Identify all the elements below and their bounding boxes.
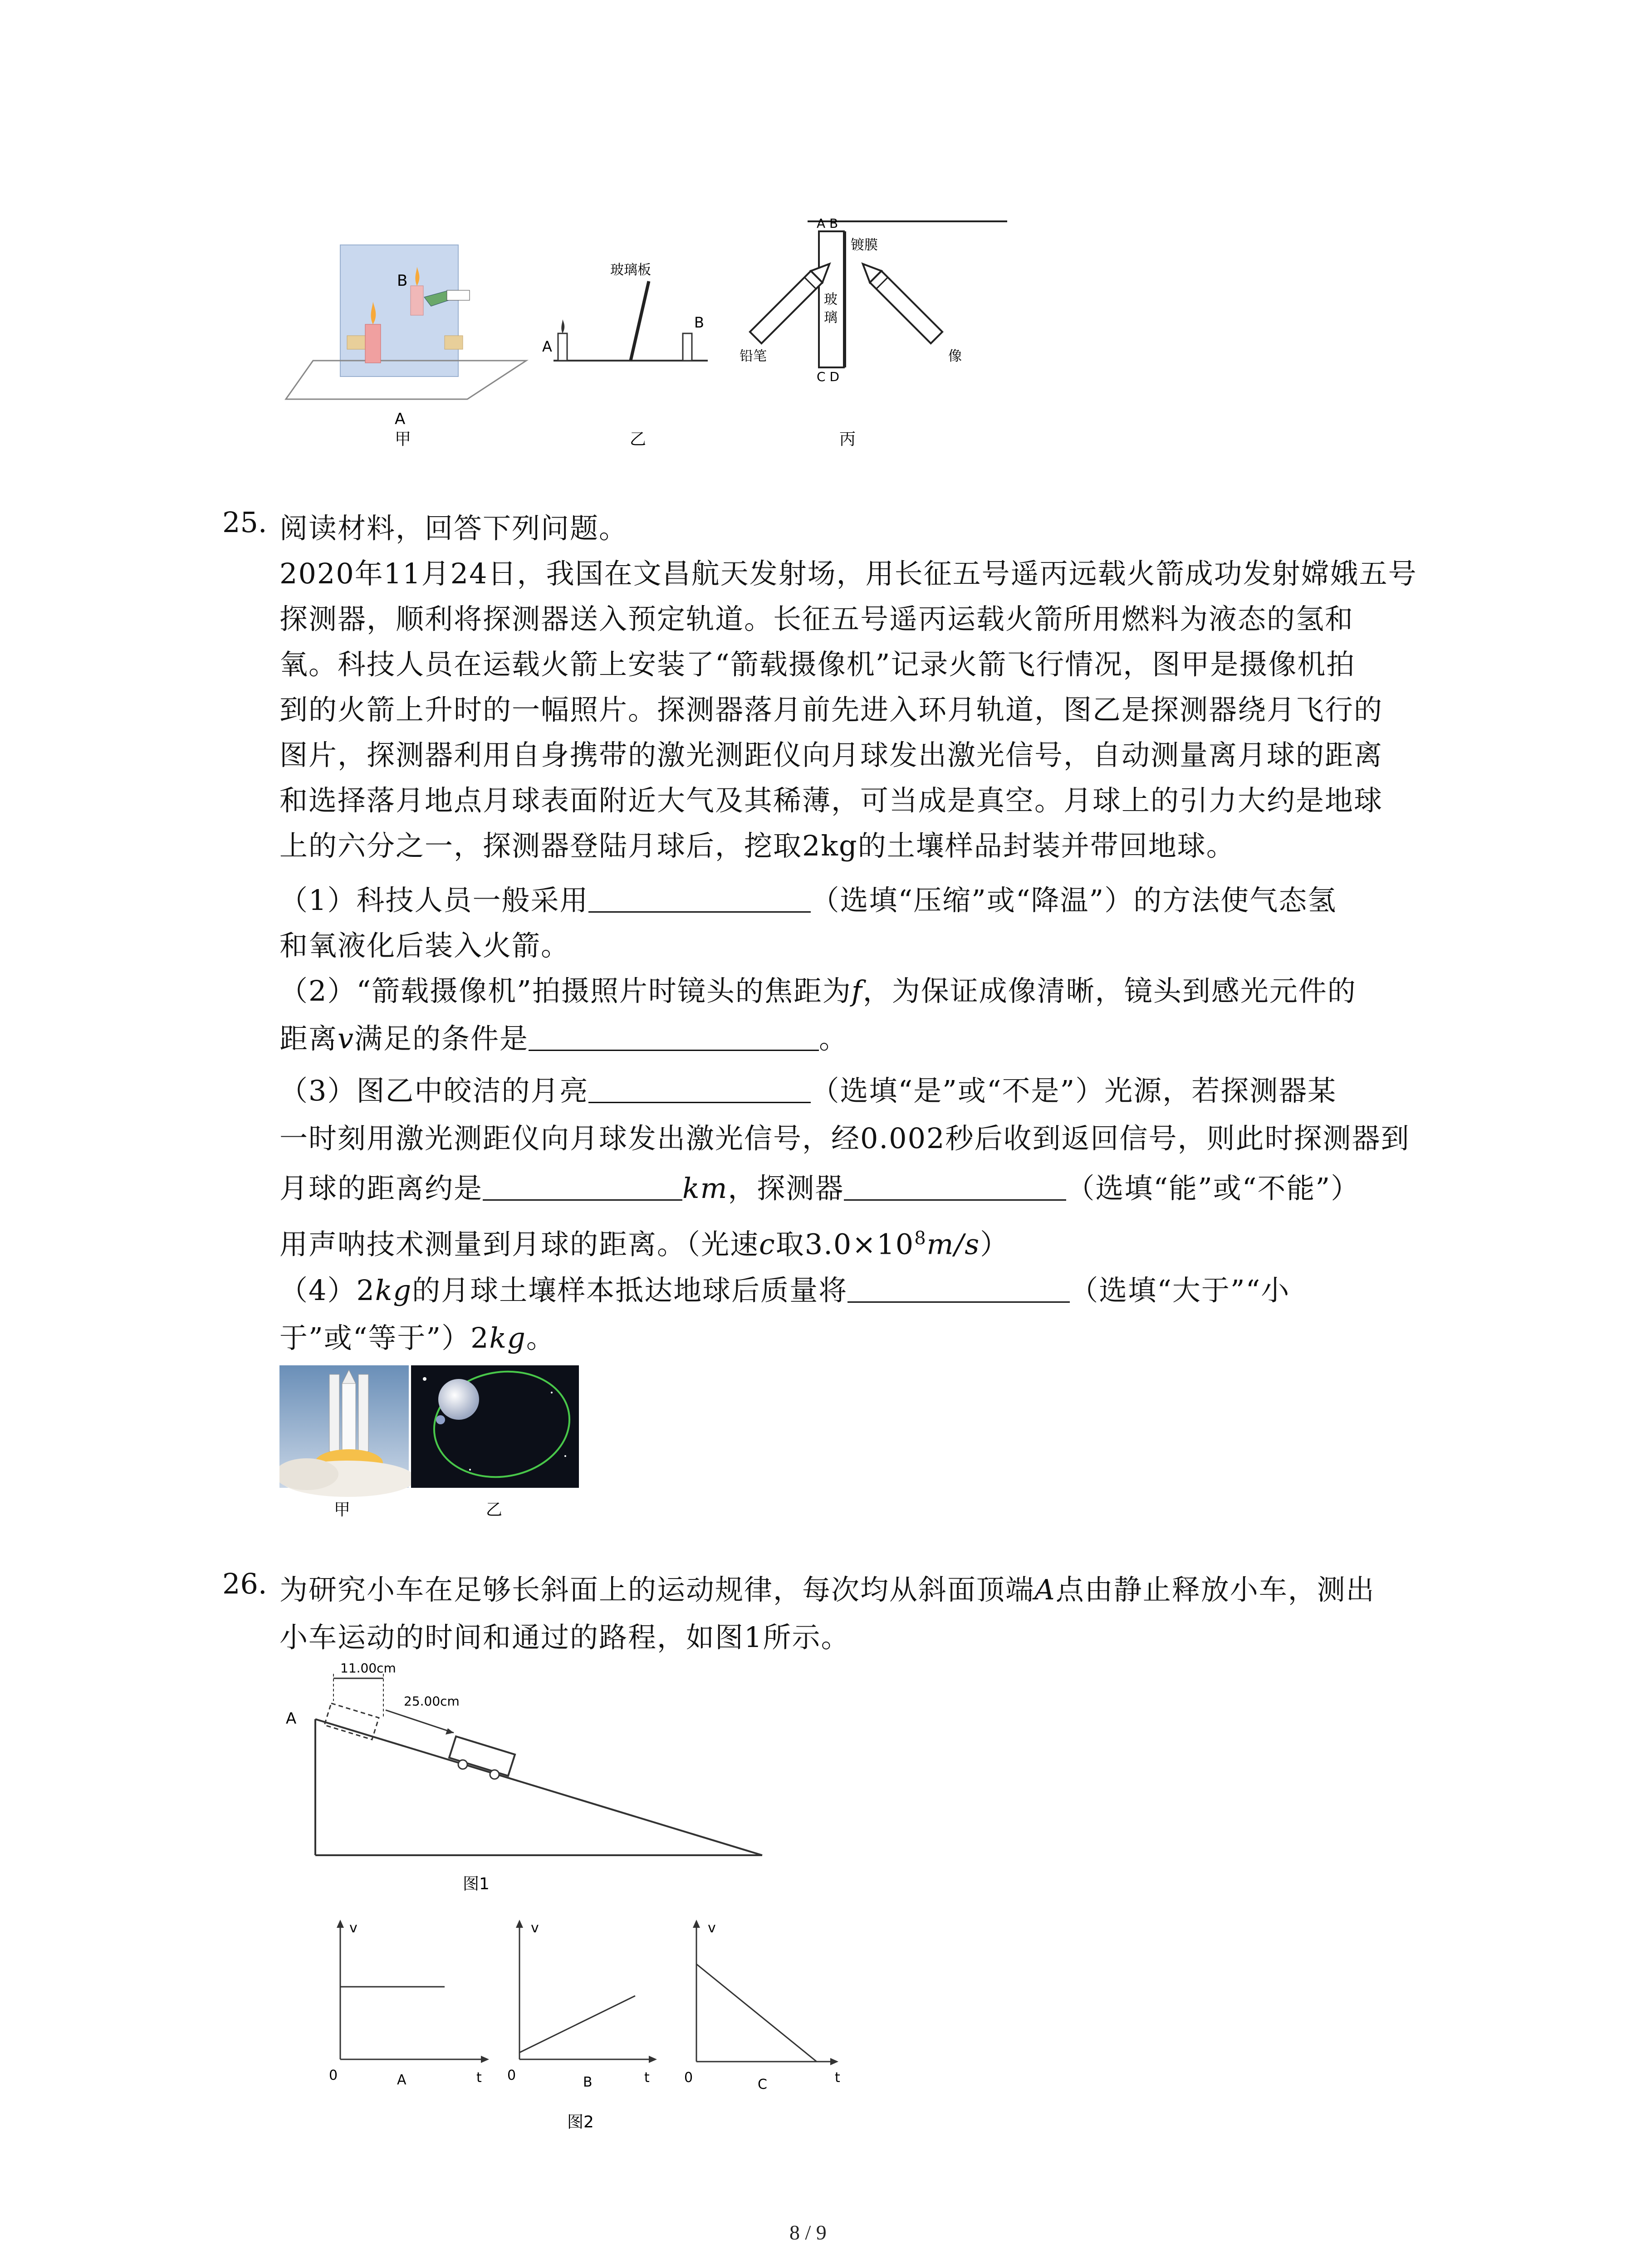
q25-material	[279, 551, 1417, 869]
q25-p4-text-e: 。	[526, 1321, 555, 1354]
q25-p3-blank-1[interactable]	[588, 1074, 811, 1103]
fig1-dim2: 25.00cm	[404, 1694, 460, 1709]
q25-p3-exp: 8	[914, 1228, 927, 1249]
q25-photos-drawing	[279, 1365, 579, 1520]
photo-yi-caption: 乙	[486, 1501, 503, 1519]
vt-graph-c	[693, 1920, 838, 2065]
q25-number: 25.	[222, 506, 267, 539]
q25-p3-text-d: 月球的距离约是	[279, 1172, 483, 1205]
q25-part3-line3	[279, 1166, 1360, 1211]
fig1-dim1: 11.00cm	[340, 1661, 396, 1676]
q25-p2-blank[interactable]	[529, 1022, 819, 1051]
q26-figure1	[272, 1660, 817, 1905]
bing-glass-1: 玻	[824, 292, 838, 308]
vt-graph-b	[516, 1920, 657, 2063]
q25-p1-text-c: 和氧液化后装入火箭。	[279, 929, 570, 962]
q26-figure1-drawing	[272, 1660, 817, 1905]
q25-part3-line4	[279, 1216, 1009, 1267]
q25-p2-text-c: 距离	[279, 1022, 338, 1055]
yi-glass-label: 玻璃板	[610, 262, 651, 278]
q25-p3-blank-2[interactable]	[483, 1171, 682, 1201]
q26-line1	[279, 1567, 1375, 1613]
yi-caption: 乙	[630, 430, 647, 449]
q26-line1-b: 点由静止释放小车，测出	[1055, 1573, 1375, 1606]
q25-title: 阅读材料，回答下列问题。	[279, 512, 628, 545]
q25-part4-line1	[279, 1268, 1290, 1313]
graph-b-origin: 0	[507, 2068, 516, 2083]
q25-material-line-1: 2020年11月24日，我国在文昌航天发射场，用长征五号遥丙远载火箭成功发射嫦娥五号	[279, 557, 1417, 590]
q25-p2-text-e: 。	[819, 1022, 848, 1055]
q25-p2-text-d: 满足的条件是	[354, 1022, 529, 1055]
q25-p2-text-b: ，为保证成像清晰，镜头到感光元件的	[862, 974, 1357, 1007]
q25-part4-line2	[279, 1315, 555, 1361]
graph-c-origin: 0	[684, 2070, 693, 2086]
q26-figure2	[309, 1914, 876, 2168]
fig2-caption: 图2	[567, 2113, 594, 2131]
q25-part3-line1	[279, 1068, 1337, 1114]
figure-yi	[554, 281, 708, 361]
q26-line2: 小车运动的时间和通过的路程，如图1所示。	[279, 1621, 850, 1654]
jia-caption: 甲	[395, 430, 411, 449]
bing-label-ab: A B	[817, 216, 838, 231]
q25-p4-text-a: （4）2	[279, 1274, 375, 1307]
bing-label-cd: C D	[817, 369, 840, 384]
vt-graph-a	[337, 1920, 489, 2063]
q25-p2-v: v	[338, 1022, 355, 1055]
q26-number: 26.	[222, 1567, 267, 1600]
q25-p3-c-var: c	[759, 1227, 776, 1261]
q25-p4-text-d: 于”或“等于”）2	[279, 1321, 490, 1354]
q26-line1-a: 为研究小车在足够长斜面上的运动规律，每次均从斜面顶端	[279, 1573, 1035, 1606]
cart-dashed	[324, 1703, 379, 1740]
figure-bing	[750, 221, 1007, 367]
graph-b-label: B	[583, 2074, 593, 2090]
q25-material-line-7: 上的六分之一，探测器登陆月球后，挖取2kg的土壤样品封装并带回地球。	[279, 829, 1235, 862]
bing-image: 像	[948, 348, 962, 364]
incline	[315, 1719, 762, 1855]
q25-p4-blank[interactable]	[847, 1273, 1070, 1303]
q25-p3-text-b: （选填“是”或“不是”）光源，若探测器某	[811, 1074, 1337, 1107]
photo-moon-orbit	[411, 1365, 579, 1488]
graph-c-v: v	[708, 1920, 716, 1936]
figure-jia	[286, 245, 526, 399]
q25-p3-text-h: 取3.0×10	[775, 1227, 915, 1261]
q25-p1-blank[interactable]	[588, 883, 811, 913]
q25-material-line-3: 氧。科技人员在运载火箭上安装了“箭载摄像机”记录火箭飞行情况，图甲是摄像机拍	[279, 648, 1356, 681]
fig1-caption: 图1	[463, 1875, 490, 1893]
q25-p3-blank-3[interactable]	[844, 1171, 1066, 1201]
q25-material-line-4: 到的火箭上升时的一幅照片。探测器落月前先进入环月轨道，图乙是探测器绕月飞行的	[279, 693, 1383, 726]
graph-a-origin: 0	[329, 2068, 338, 2083]
q25-p3-text-a: （3）图乙中皎洁的月亮	[279, 1074, 589, 1107]
graph-c-t: t	[835, 2070, 840, 2086]
graph-b-t: t	[644, 2070, 650, 2086]
top-figure	[272, 209, 1043, 463]
yi-label-b: B	[694, 314, 704, 331]
q25-p4-text-c: （选填“大于”“小	[1070, 1274, 1290, 1307]
graph-b-v: v	[531, 1920, 539, 1936]
q25-p2-text-a: （2）“箭载摄像机”拍摄照片时镜头的焦距为	[279, 974, 852, 1007]
q25-material-line-6: 和选择落月地点月球表面附近大气及其稀薄，可当成是真空。月球上的引力大约是地球	[279, 784, 1383, 817]
graph-c-label: C	[758, 2077, 767, 2092]
page-number: 8 / 9	[789, 2221, 827, 2244]
cart	[449, 1736, 515, 1779]
q25-p3-text-c: 一时刻用激光测距仪向月球发出激光信号，经0.002秒后收到返回信号，则此时探测器到	[279, 1122, 1410, 1155]
yi-label-a: A	[542, 338, 552, 355]
q25-part2-line2	[279, 1016, 848, 1061]
q25-p3-text-i: ）	[980, 1227, 1009, 1261]
q25-p3-km: km	[682, 1172, 728, 1205]
q25-part2-line1	[279, 968, 1357, 1014]
q25-p4-text-b: 的月球土壤样本抵达地球后质量将	[412, 1274, 848, 1307]
top-figure-drawing	[272, 209, 1043, 463]
q25-p4-kg2: kg	[489, 1321, 526, 1354]
jia-label-a: A	[395, 410, 406, 428]
bing-caption: 丙	[839, 430, 856, 449]
jia-label-b: B	[397, 272, 408, 290]
q25-photos	[279, 1365, 579, 1520]
bing-film: 镀膜	[851, 237, 878, 253]
q25-p1-text-b: （选填“压缩”或“降温”）的方法使气态氢	[811, 884, 1337, 917]
graph-a-label: A	[397, 2072, 407, 2088]
q25-p3-unit: m/s	[926, 1227, 980, 1261]
q25-material-line-2: 探测器，顺利将探测器送入预定轨道。长征五号遥丙运载火箭所用燃料为液态的氢和	[279, 602, 1354, 635]
q26-figure2-drawing	[309, 1914, 876, 2168]
q25-p3-text-e: ，探测器	[728, 1172, 844, 1205]
q25-p1-text-a: （1）科技人员一般采用	[279, 884, 589, 917]
bing-pencil: 铅笔	[740, 348, 767, 364]
graph-a-t: t	[476, 2070, 482, 2086]
photo-jia-caption: 甲	[334, 1501, 351, 1519]
bing-glass-2: 璃	[824, 310, 838, 326]
graph-a-v: v	[349, 1920, 358, 1936]
q25-p2-f: f	[851, 974, 863, 1007]
q25-p3-text-f: （选填“能”或“不能”）	[1066, 1172, 1360, 1205]
q25-p3-text-g: 用声呐技术测量到月球的距离。（光速	[279, 1227, 759, 1261]
photo-rocket	[279, 1365, 416, 1497]
q25-p4-kg: kg	[375, 1274, 412, 1307]
fig1-label-a: A	[286, 1710, 297, 1728]
q25-material-line-5: 图片，探测器利用自身携带的激光测距仪向月球发出激光信号，自动测量离月球的距离	[279, 738, 1383, 772]
q26-line1-A: A	[1034, 1573, 1056, 1606]
q25-part1-line1	[279, 878, 1337, 923]
